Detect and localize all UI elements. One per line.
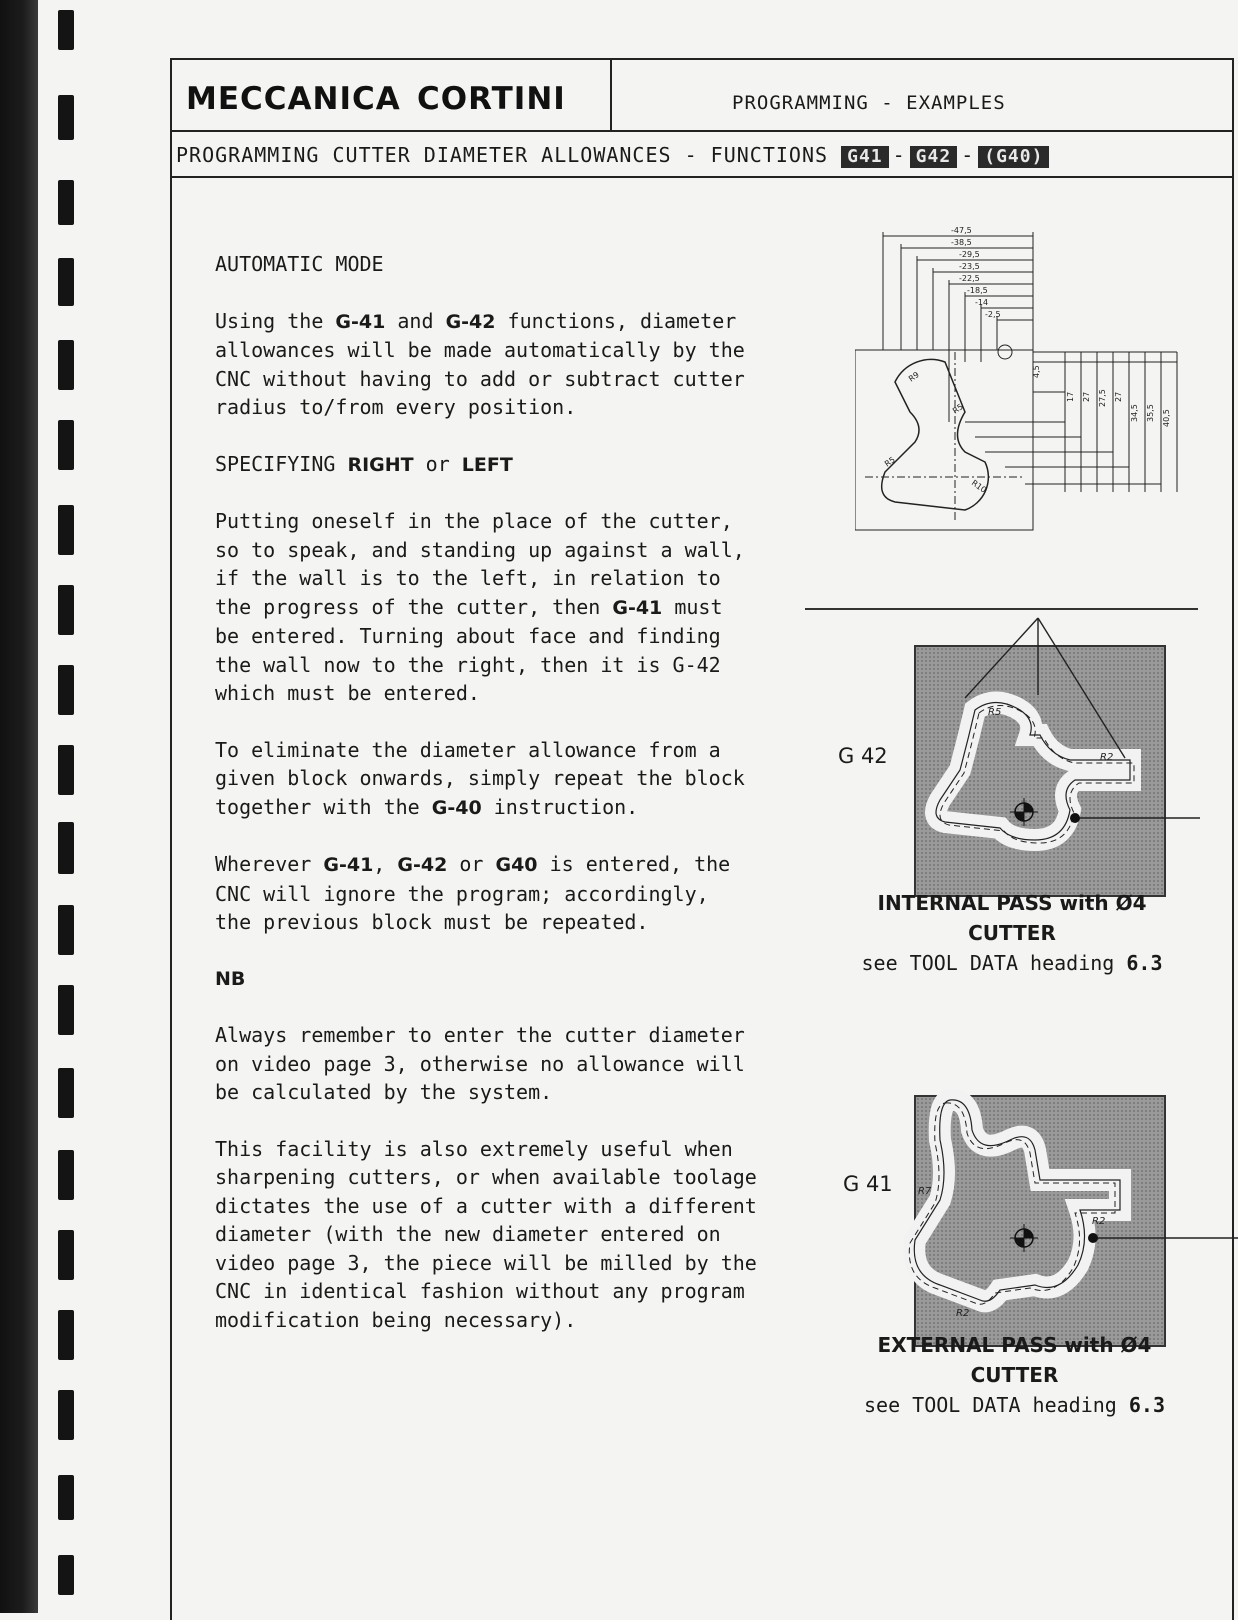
g41-toolpath xyxy=(900,1080,1238,1350)
punch-hole xyxy=(58,95,74,140)
radius-label: R10 xyxy=(969,478,988,495)
section-title: PROGRAMMING - EXAMPLES xyxy=(732,92,1006,114)
heading-specifying: SPECIFYING RIGHT or LEFT xyxy=(215,451,513,476)
paragraph-facility: This facility is also extremely useful when sharpening cutters, or when available toolage dictates the use of a cutter with a different diameter (with the new diameter entered on video page 3, the piece will be milled by the CNC in identical fashion without any program modification being necessary). xyxy=(215,1136,757,1332)
radius-label: R5 xyxy=(988,707,1002,718)
heading-nb: NB xyxy=(215,967,246,990)
paragraph-remember: Always remember to enter the cutter diameter on video page 3, otherwise no allowance will be calculated by the system. xyxy=(215,1023,745,1104)
body-text xyxy=(215,250,775,1362)
function-badge-g41: G41 xyxy=(841,146,889,168)
punch-hole xyxy=(58,1390,74,1440)
punch-holes xyxy=(50,0,80,1613)
radius-label: R2 xyxy=(1092,1216,1106,1227)
g42-caption: INTERNAL PASS with Ø4 CUTTER see TOOL DATA heading 6.3 xyxy=(861,891,1163,975)
g42-label: G 42 xyxy=(838,744,888,768)
punch-hole xyxy=(58,505,74,555)
entry-point-marker xyxy=(1088,1233,1098,1243)
heading-automatic-mode: AUTOMATIC MODE xyxy=(215,252,384,276)
punch-hole xyxy=(58,905,74,955)
center-target-icon xyxy=(1010,1224,1038,1252)
punch-hole xyxy=(58,420,74,470)
radius-label: R2 xyxy=(956,1308,970,1319)
dim-x: -2,5 xyxy=(985,310,1001,319)
radius-label: R5 xyxy=(950,402,965,416)
dim-y: 27 xyxy=(1082,391,1091,402)
punch-hole xyxy=(58,1230,74,1280)
dim-x: -47,5 xyxy=(951,226,972,235)
punch-hole xyxy=(58,258,74,306)
part-outline xyxy=(855,350,1033,530)
punch-hole xyxy=(58,340,74,390)
punch-hole xyxy=(58,745,74,795)
dim-x: -38,5 xyxy=(951,238,972,247)
dim-x: -22,5 xyxy=(959,274,980,283)
company-logo: meccanica cortini xyxy=(172,60,612,130)
g42-toolpath xyxy=(900,600,1238,900)
punch-hole xyxy=(58,665,74,715)
dim-x: -23,5 xyxy=(959,262,980,271)
dimensioned-part-drawing xyxy=(855,222,1195,542)
dim-y: 27 xyxy=(1114,391,1123,402)
g41-caption: EXTERNAL PASS with Ø4 CUTTER see TOOL DATA heading 6.3 xyxy=(863,1333,1166,1417)
header-row xyxy=(172,60,1232,132)
dim-y: 35,5 xyxy=(1146,404,1155,422)
dim-y: 17 xyxy=(1066,391,1075,402)
radius-label: R7 xyxy=(918,1186,932,1197)
paragraph-eliminate: To eliminate the diameter allowance from a given block onwards, simply repeat the block together with the G-40 instruction. xyxy=(215,737,745,819)
punch-hole xyxy=(58,180,74,225)
punch-hole xyxy=(58,1475,74,1520)
function-badge-g40: (G40) xyxy=(978,146,1049,168)
punch-hole xyxy=(58,585,74,635)
dim-x: -14 xyxy=(975,298,989,307)
punch-hole xyxy=(58,1068,74,1118)
g41-label: G 41 xyxy=(843,1172,893,1196)
punch-hole xyxy=(58,1310,74,1360)
page-subtitle: PROGRAMMING CUTTER DIAMETER ALLOWANCES - FUNCTIONS G41 - G42 - (G40) xyxy=(172,130,1232,178)
radius-label: R2 xyxy=(1100,752,1114,763)
paragraph-intro: Using the G-41 and G-42 functions, diameter allowances will be made automatically by the CNC without having to add or subtract cutter radius to/from every position. xyxy=(215,308,745,419)
dim-x: -18,5 xyxy=(967,286,988,295)
punch-hole xyxy=(58,1555,74,1595)
dim-y: 34,5 xyxy=(1130,404,1139,422)
function-badge-g42: G42 xyxy=(910,146,958,168)
dim-x: -29,5 xyxy=(959,250,980,259)
dim-y: 40,5 xyxy=(1162,409,1171,427)
subtitle-text: PROGRAMMING CUTTER DIAMETER ALLOWANCES - FUNCTIONS xyxy=(176,143,829,167)
paragraph-wall: Putting oneself in the place of the cutter, so to speak, and standing up against a wall, if the wall is to the left, in relation to the progress of the cutter, then G-41 must be entered. Turning about face and finding the wall now to the right, then it is G-42 which must be entered. xyxy=(215,509,745,705)
radius-label: R9 xyxy=(906,370,921,384)
punch-hole xyxy=(58,822,74,874)
punch-hole xyxy=(58,1150,74,1200)
dim-y: 27,5 xyxy=(1098,389,1107,407)
punch-hole xyxy=(58,10,74,50)
paragraph-wherever: Wherever G-41, G-42 or G40 is entered, the CNC will ignore the program; accordingly, the previous block must be repeated. xyxy=(215,852,731,934)
center-target-icon xyxy=(1010,798,1038,826)
radius-label: R5 xyxy=(882,455,897,469)
punch-hole xyxy=(58,985,74,1035)
dim-y: 4,5 xyxy=(1032,365,1041,378)
entry-point-marker xyxy=(1070,813,1080,823)
binder-edge xyxy=(0,0,38,1613)
